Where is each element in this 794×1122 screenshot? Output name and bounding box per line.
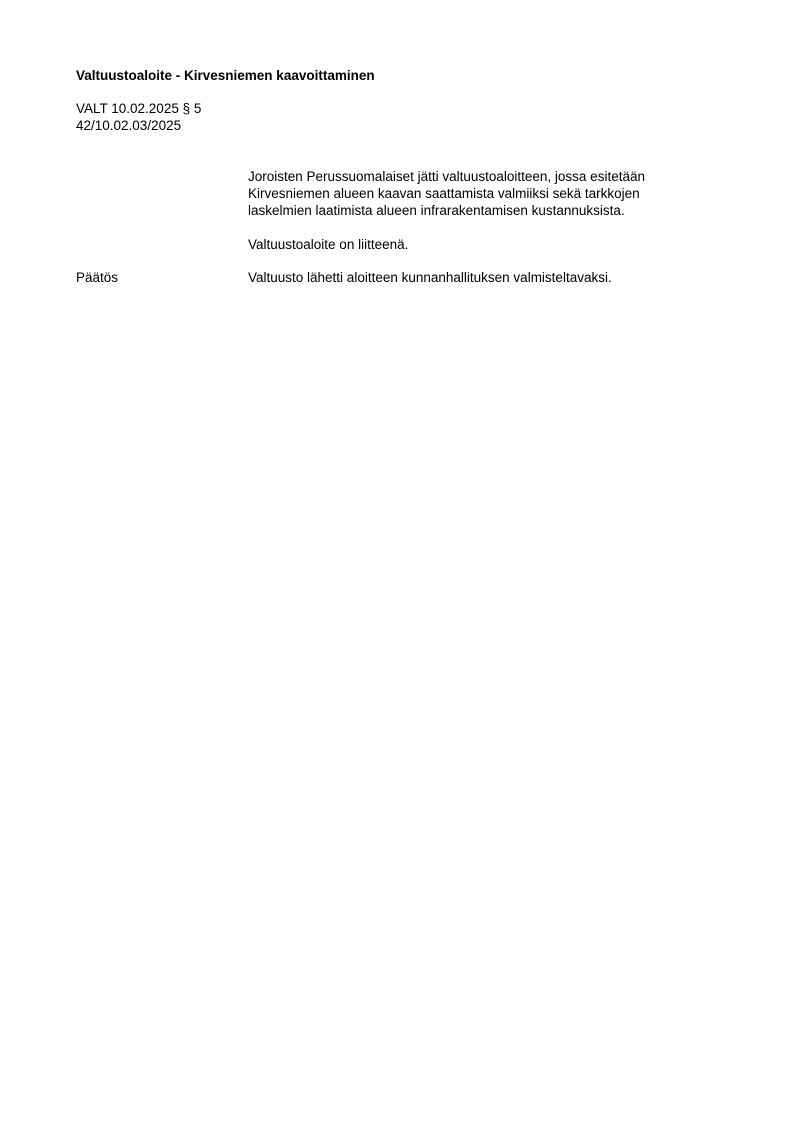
paragraph-attachment: Valtuustoaloite on liitteenä. [248,237,409,252]
paragraph-line: laskelmien laatimista alueen infrarakentamisen kustannuksista. [248,203,625,218]
paragraph-line: Kirvesniemen alueen kaavan saattamista valmiiksi sekä tarkkojen [248,186,640,201]
decision-text: Valtuusto lähetti aloitteen kunnanhallituksen valmisteltavaksi. [248,270,612,285]
paragraph-initiative [248,168,718,219]
paragraph-line: Joroisten Perussuomalaiset jätti valtuustoaloitteen, jossa esitetään [248,169,645,184]
document-body [248,168,718,270]
document-meta [76,100,201,134]
document-title: Valtuustoaloite - Kirvesniemen kaavoittaminen [76,68,375,83]
decision-label: Päätös [76,270,119,285]
meeting-reference: VALT 10.02.2025 § 5 [76,101,202,116]
case-number: 42/10.02.03/2025 [76,118,182,133]
